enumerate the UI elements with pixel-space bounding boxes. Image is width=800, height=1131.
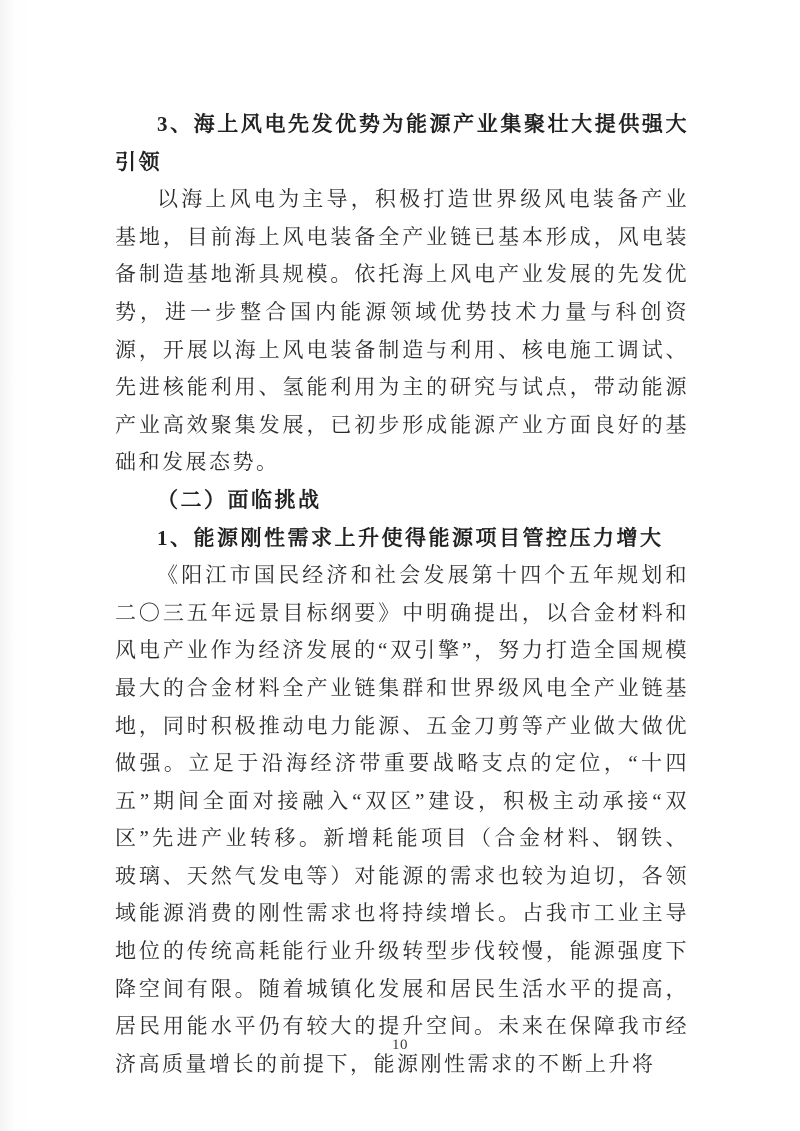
paragraph-offshore-wind: 以海上风电为主导，积极打造世界级风电装备产业基地，目前海上风电装备全产业链已基本形成，风电装备制造基地渐具规模。依托海上风电产业发展的先发优势，进一步整合国内能源领域优势技术力量与科创资源，开展以海上风电装备制造与利用、核电施工调试、先进核能利用、氢能利用为主的研究与试点，带动能源产业高效聚集发展，已初步形成能源产业方面良好的基础和发展态势。	[115, 187, 689, 475]
paragraph-rigid-demand: 《阳江市国民经济和社会发展第十四个五年规划和二〇三五年远景目标纲要》中明确提出，以合金材料和风电产业作为经济发展的“双引擎”，努力打造全国规模最大的合金材料全产业链集群和世界级风电全产业链基地，同时积极推动电力能源、五金刀剪等产业做大做优做强。立足于沿海经济带重要战略支点的定位，“十四五”期间全面对接融入“双区”建设，积极主动承接“双区”先进产业转移。新增耗能项目（合金材料、钢铁、玻璃、天然气发电等）对能源的需求也较为迫切，各领域能源消费的刚性需求也将持续增长。占我市工业主导地位的传统高耗能行业升级转型步伐较慢，能源强度下降空间有限。随着城镇化发展和居民生活水平的提高，居民用能水平仍有较大的提升空间。未来在保障我市经济高质量增长的前提下，能源刚性需求的不断上升将	[115, 563, 690, 1076]
section-heading-offshore-wind: 3、海上风电先发优势为能源产业集聚壮大提供强大引领	[115, 112, 689, 174]
document-body	[115, 106, 689, 1083]
section-heading-challenges: （二）面临挑战	[157, 487, 322, 512]
page-number: 10	[392, 1037, 408, 1053]
section-heading-rigid-demand: 1、能源刚性需求上升使得能源项目管控压力增大	[157, 525, 664, 550]
page-footer	[0, 1036, 800, 1054]
